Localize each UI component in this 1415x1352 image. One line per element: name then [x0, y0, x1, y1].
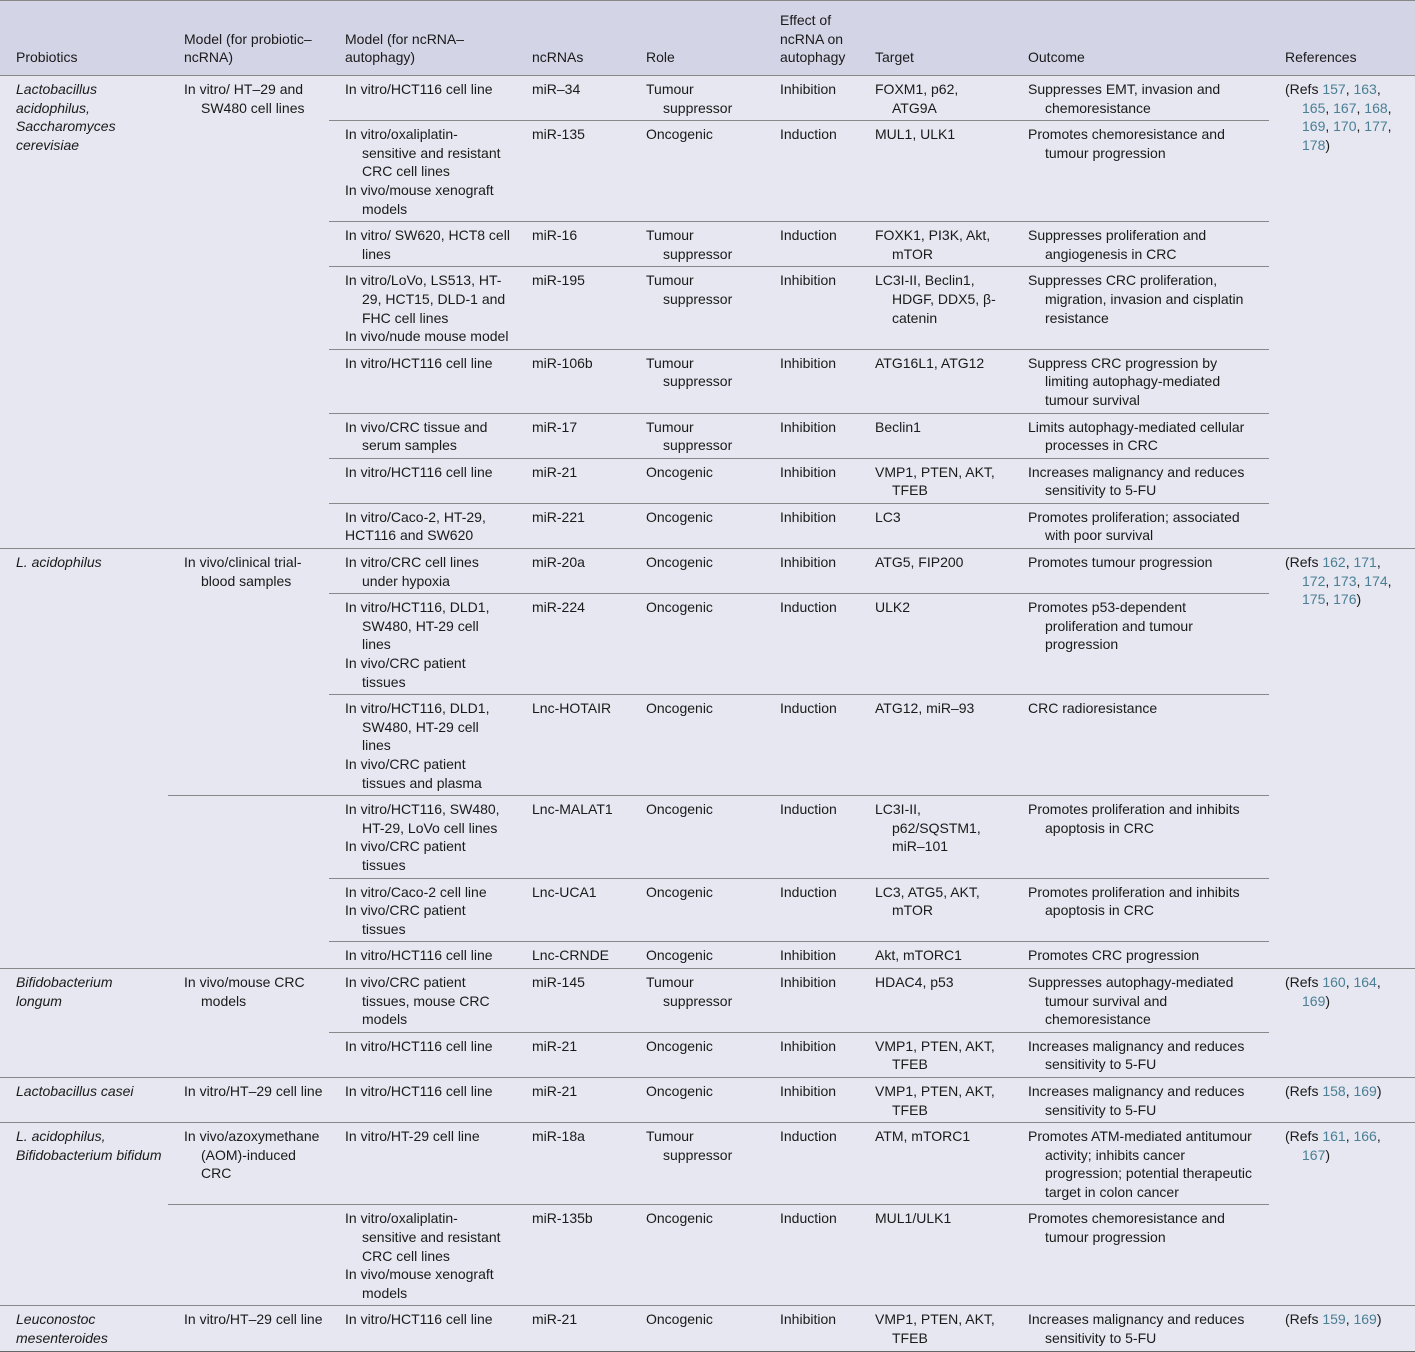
reference-link[interactable]: 169 [1302, 992, 1326, 1009]
reference-link[interactable]: 166 [1353, 1128, 1377, 1145]
target-cell [859, 503, 1012, 548]
target-text: Akt, mTORC1 [875, 947, 962, 964]
header-role: Role [630, 1, 764, 76]
role-cell [630, 349, 764, 413]
role-cell [630, 695, 764, 796]
reference-link[interactable]: 170 [1333, 118, 1357, 135]
model-line: In vitro/CRC cell lines under hypoxia [345, 554, 479, 589]
model-ncrna-autophagy-cell [329, 942, 516, 969]
role-cell [630, 878, 764, 942]
outcome-cell [1012, 1205, 1269, 1306]
outcome-cell [1012, 458, 1269, 503]
model-line: In vivo/CRC patient tissues, mouse CRC models [345, 973, 490, 1028]
references-cell [1269, 549, 1415, 969]
model-ncrna-autophagy-cell [329, 549, 516, 594]
header-references: References [1269, 1, 1415, 76]
role-text: Tumour suppressor [646, 354, 733, 390]
outcome-text: Suppresses proliferation and angiogenesis in CRC [1028, 227, 1207, 262]
role-cell [630, 458, 764, 503]
target-cell [859, 695, 1012, 796]
model-line: In vivo/mouse xenograft models [345, 1266, 494, 1301]
table-row [0, 1205, 1415, 1306]
model-line: In vitro/HCT116 cell line [345, 1311, 493, 1328]
outcome-text: Promotes ATM-mediated antitumour activity; inhibits cancer progression; potential therapeutic target in colon cancer [1028, 1128, 1253, 1200]
outcome-cell [1012, 968, 1269, 1032]
target-text: ATG16L1, ATG12 [875, 354, 985, 371]
role-cell [630, 1205, 764, 1306]
effect-cell: Induction [764, 695, 859, 796]
role-cell [630, 1032, 764, 1077]
table-row [0, 1123, 1415, 1205]
references-text: (Refs 157, 163, 165, 167, 168, 169, 170, 177, 178) [1285, 81, 1392, 153]
ncrna-cell: miR-221 [516, 503, 630, 548]
model-probiotic-text: In vitro/ HT–29 and SW480 cell lines [184, 81, 305, 116]
outcome-text: Increases malignancy and reduces sensitivity to 5-FU [1028, 463, 1245, 499]
ncrna-cell: miR-21 [516, 1077, 630, 1122]
model-line: In vivo/mouse xenograft models [345, 181, 494, 217]
effect-cell: Inhibition [764, 1032, 859, 1077]
reference-link[interactable]: 164 [1353, 973, 1377, 990]
outcome-text: Suppress CRC progression by limiting autophagy-mediated tumour survival [1028, 354, 1221, 408]
role-cell [630, 796, 764, 878]
target-cell [859, 878, 1012, 942]
model-ncrna-autophagy-cell [329, 121, 516, 222]
effect-cell: Inhibition [764, 1077, 859, 1122]
effect-cell: Induction [764, 796, 859, 878]
refs-suffix: ) [1356, 591, 1362, 608]
outcome-text: Promotes proliferation and inhibits apoptosis in CRC [1028, 801, 1240, 836]
reference-link[interactable]: 160 [1322, 973, 1346, 990]
references-text: (Refs 160, 164, 169) [1285, 973, 1381, 1009]
role-text: Tumour suppressor [646, 81, 733, 116]
target-text: FOXM1, p62, ATG9A [875, 81, 959, 116]
effect-cell: Induction [764, 222, 859, 267]
reference-link[interactable]: 174 [1364, 572, 1388, 589]
outcome-text: Promotes chemoresistance and tumour progression [1028, 1210, 1225, 1246]
refs-suffix: ) [1325, 136, 1331, 153]
ncrna-cell: miR-106b [516, 349, 630, 413]
reference-link[interactable]: 178 [1302, 136, 1326, 153]
model-line: In vivo/nude mouse model [345, 328, 509, 345]
table-row [0, 549, 1415, 594]
role-text: Oncogenic [646, 126, 713, 143]
model-line: In vitro/HCT116 cell line [345, 947, 493, 964]
model-ncrna-autophagy-cell [329, 594, 516, 695]
target-cell [859, 942, 1012, 969]
model-ncrna-autophagy-cell [329, 413, 516, 458]
ncrna-cell: Lnc-MALAT1 [516, 796, 630, 878]
model-ncrna-autophagy-cell [329, 878, 516, 942]
reference-link[interactable]: 162 [1322, 554, 1346, 571]
model-probiotic-ncrna-cell [168, 796, 329, 969]
model-probiotic-text: In vitro/HT–29 cell line [184, 1082, 323, 1099]
table-row [0, 1306, 1415, 1351]
ncrna-cell: miR-224 [516, 594, 630, 695]
role-cell [630, 549, 764, 594]
refs-prefix: (Refs [1285, 1128, 1323, 1145]
refs-suffix: ) [1325, 1146, 1331, 1163]
role-cell [630, 594, 764, 695]
reference-link[interactable]: 171 [1353, 554, 1377, 571]
header-model-ncrna-autophagy: Model (for ncRNA–autophagy) [329, 1, 516, 76]
table-row [0, 968, 1415, 1032]
refs-suffix: ) [1376, 1082, 1382, 1099]
outcome-text: Limits autophagy-mediated cellular processes in CRC [1028, 418, 1245, 454]
ncrna-cell: miR–34 [516, 76, 630, 121]
target-text: Beclin1 [875, 418, 921, 435]
model-line: In vitro/Caco-2, HT-29, HCT116 and SW620 [345, 508, 486, 544]
role-text: Tumour suppressor [646, 227, 733, 262]
target-cell [859, 594, 1012, 695]
outcome-cell [1012, 76, 1269, 121]
references-cell [1269, 1123, 1415, 1306]
ncrna-cell: miR-17 [516, 413, 630, 458]
target-text: VMP1, PTEN, AKT, TFEB [875, 463, 995, 499]
ncrna-cell: miR-195 [516, 267, 630, 349]
model-ncrna-autophagy-cell [329, 796, 516, 878]
model-line: In vitro/HCT116, DLD1, SW480, HT-29 cell lines [345, 599, 490, 653]
outcome-cell [1012, 796, 1269, 878]
refs-prefix: (Refs [1285, 1082, 1323, 1099]
effect-cell: Inhibition [764, 76, 859, 121]
target-cell [859, 1306, 1012, 1351]
model-ncrna-autophagy-cell [329, 1306, 516, 1351]
reference-link[interactable]: 167 [1333, 99, 1357, 116]
reference-link[interactable]: 167 [1302, 1146, 1326, 1163]
ncrna-cell: miR-21 [516, 1032, 630, 1077]
target-text: ATG5, FIP200 [875, 554, 964, 571]
effect-cell: Inhibition [764, 458, 859, 503]
outcome-cell [1012, 594, 1269, 695]
outcome-text: Promotes p53-dependent proliferation and tumour progression [1028, 599, 1193, 653]
effect-cell: Induction [764, 878, 859, 942]
reference-link[interactable]: 173 [1333, 572, 1357, 589]
probiotic-cell: Bifidobacterium longum [0, 968, 168, 1077]
reference-link[interactable]: 177 [1364, 118, 1388, 135]
role-text: Oncogenic [646, 508, 713, 525]
refs-suffix: ) [1376, 1311, 1382, 1328]
references-text: (Refs 158, 169) [1285, 1082, 1382, 1099]
probiotic-cell: L. acidophilus, Bifidobacterium bifidum [0, 1123, 168, 1306]
target-cell [859, 267, 1012, 349]
model-ncrna-autophagy-cell [329, 76, 516, 121]
outcome-text: Promotes proliferation and inhibits apoptosis in CRC [1028, 883, 1240, 919]
reference-link[interactable]: 169 [1353, 1311, 1377, 1328]
outcome-cell [1012, 349, 1269, 413]
ncrna-cell: miR-135b [516, 1205, 630, 1306]
model-probiotic-ncrna-cell [168, 549, 329, 796]
role-text: Oncogenic [646, 801, 713, 818]
outcome-text: Promotes chemoresistance and tumour progression [1028, 126, 1225, 161]
target-text: MUL1/ULK1 [875, 1210, 952, 1227]
header-ncrnas: ncRNAs [516, 1, 630, 76]
role-cell [630, 942, 764, 969]
model-line: In vitro/Caco-2 cell line [345, 883, 487, 900]
effect-cell: Induction [764, 1123, 859, 1205]
role-cell [630, 267, 764, 349]
outcome-cell [1012, 549, 1269, 594]
reference-link[interactable]: 169 [1302, 118, 1326, 135]
role-text: Tumour suppressor [646, 973, 733, 1009]
outcome-cell [1012, 121, 1269, 222]
outcome-cell [1012, 1123, 1269, 1205]
target-cell [859, 458, 1012, 503]
refs-prefix: (Refs [1285, 81, 1323, 97]
model-line: In vitro/oxaliplatin-sensitive and resistant CRC cell lines [345, 1210, 501, 1264]
model-line: In vitro/HT-29 cell line [345, 1128, 480, 1145]
model-probiotic-ncrna-cell [168, 1205, 329, 1306]
model-line: In vivo/CRC patient tissues [345, 655, 466, 690]
role-text: Oncogenic [646, 883, 713, 900]
refs-suffix: ) [1325, 992, 1331, 1009]
ncrna-cell: miR-135 [516, 121, 630, 222]
role-text: Oncogenic [646, 1037, 713, 1054]
reference-link[interactable]: 165 [1302, 99, 1326, 116]
outcome-cell [1012, 222, 1269, 267]
role-text: Tumour suppressor [646, 1128, 733, 1163]
ncrna-cell: miR-21 [516, 458, 630, 503]
reference-link[interactable]: 176 [1333, 591, 1357, 608]
model-probiotic-ncrna-cell [168, 1306, 329, 1351]
refs-prefix: (Refs [1285, 554, 1323, 571]
target-text: MUL1, ULK1 [875, 126, 956, 143]
references-text: (Refs 159, 169) [1285, 1311, 1382, 1328]
model-line: In vivo/CRC patient tissues [345, 902, 466, 937]
reference-link[interactable]: 158 [1322, 1082, 1346, 1099]
role-cell [630, 76, 764, 121]
header-model-probiotic-ncrna: Model (for probiotic–ncRNA) [168, 1, 329, 76]
effect-cell: Inhibition [764, 267, 859, 349]
target-text: ULK2 [875, 599, 911, 616]
role-cell [630, 1077, 764, 1122]
reference-link[interactable]: 168 [1364, 99, 1388, 116]
outcome-text: Increases malignancy and reduces sensitivity to 5-FU [1028, 1037, 1245, 1073]
effect-cell: Inhibition [764, 968, 859, 1032]
model-line: In vitro/LoVo, LS513, HT-29, HCT15, DLD-1 and FHC cell lines [345, 272, 506, 326]
outcome-text: Suppresses autophagy-mediated tumour survival and chemoresistance [1028, 973, 1234, 1028]
model-ncrna-autophagy-cell [329, 458, 516, 503]
target-cell [859, 1205, 1012, 1306]
model-ncrna-autophagy-cell [329, 695, 516, 796]
model-ncrna-autophagy-cell [329, 349, 516, 413]
outcome-cell [1012, 413, 1269, 458]
model-probiotic-ncrna-cell [168, 968, 329, 1077]
model-line: In vitro/ SW620, HCT8 cell lines [345, 227, 510, 262]
effect-cell: Induction [764, 1205, 859, 1306]
model-line: In vitro/HCT116 cell line [345, 1037, 493, 1054]
target-text: VMP1, PTEN, AKT, TFEB [875, 1082, 995, 1118]
outcome-text: Promotes tumour progression [1028, 554, 1213, 571]
target-text: LC3, ATG5, AKT, mTOR [875, 883, 980, 919]
model-ncrna-autophagy-cell [329, 1205, 516, 1306]
role-text: Tumour suppressor [646, 418, 733, 454]
target-cell [859, 796, 1012, 878]
target-text: LC3I-II, Beclin1, HDGF, DDX5, β-catenin [875, 272, 996, 326]
target-text: FOXK1, PI3K, Akt, mTOR [875, 227, 991, 262]
target-text: ATM, mTORC1 [875, 1128, 971, 1145]
model-line: In vitro/HCT116 cell line [345, 354, 493, 371]
effect-cell: Inhibition [764, 1306, 859, 1351]
model-ncrna-autophagy-cell [329, 1032, 516, 1077]
role-text: Oncogenic [646, 554, 713, 571]
target-text: LC3I-II, p62/SQSTM1, miR–101 [875, 801, 981, 855]
header-probiotics: Probiotics [0, 1, 168, 76]
ncrna-cell: miR-20a [516, 549, 630, 594]
model-ncrna-autophagy-cell [329, 267, 516, 349]
header-effect: Effect of ncRNA on autophagy [764, 1, 859, 76]
model-line: In vivo/CRC patient tissues and plasma [345, 756, 482, 791]
target-cell [859, 549, 1012, 594]
role-text: Oncogenic [646, 1210, 713, 1227]
model-line: In vitro/HCT116 cell line [345, 81, 493, 97]
target-cell [859, 1123, 1012, 1205]
outcome-cell [1012, 503, 1269, 548]
outcome-text: Promotes proliferation; associated with poor survival [1028, 508, 1240, 544]
outcome-cell [1012, 1032, 1269, 1077]
outcome-cell [1012, 1306, 1269, 1351]
target-cell [859, 349, 1012, 413]
ncrna-cell: Lnc-HOTAIR [516, 695, 630, 796]
reference-link[interactable]: 169 [1353, 1082, 1377, 1099]
references-cell [1269, 1306, 1415, 1351]
effect-cell: Inhibition [764, 349, 859, 413]
probiotic-cell: L. acidophilus [0, 549, 168, 969]
outcome-cell [1012, 942, 1269, 969]
outcome-text: Increases malignancy and reduces sensitivity to 5-FU [1028, 1311, 1245, 1347]
role-cell [630, 1306, 764, 1351]
table-row [0, 76, 1415, 121]
role-cell [630, 968, 764, 1032]
reference-link[interactable]: 163 [1353, 81, 1377, 97]
model-line: In vitro/HCT116 cell line [345, 463, 493, 480]
model-line: In vivo/CRC patient tissues [345, 838, 466, 873]
references-cell [1269, 76, 1415, 549]
target-text: VMP1, PTEN, AKT, TFEB [875, 1311, 995, 1347]
model-line: In vitro/HCT116, DLD1, SW480, HT-29 cell lines [345, 700, 490, 754]
target-cell [859, 222, 1012, 267]
outcome-cell [1012, 267, 1269, 349]
target-cell [859, 76, 1012, 121]
table-row [0, 1077, 1415, 1122]
target-text: VMP1, PTEN, AKT, TFEB [875, 1037, 995, 1073]
outcome-cell [1012, 1077, 1269, 1122]
model-ncrna-autophagy-cell [329, 503, 516, 548]
ncrna-cell: miR-18a [516, 1123, 630, 1205]
effect-cell: Inhibition [764, 549, 859, 594]
model-probiotic-text: In vivo/mouse CRC models [184, 973, 305, 1009]
effect-cell: Inhibition [764, 942, 859, 969]
refs-prefix: (Refs [1285, 973, 1323, 990]
target-cell [859, 413, 1012, 458]
ncrna-cell: Lnc-CRNDE [516, 942, 630, 969]
refs-prefix: (Refs [1285, 1311, 1323, 1328]
model-ncrna-autophagy-cell [329, 1077, 516, 1122]
model-probiotic-text: In vitro/HT–29 cell line [184, 1311, 323, 1328]
ncrna-cell: Lnc-UCA1 [516, 878, 630, 942]
effect-cell: Induction [764, 594, 859, 695]
target-cell [859, 968, 1012, 1032]
references-text: (Refs 161, 166, 167) [1285, 1128, 1381, 1163]
target-cell [859, 1077, 1012, 1122]
outcome-cell [1012, 878, 1269, 942]
reference-link[interactable]: 159 [1322, 1311, 1346, 1328]
model-probiotic-text: In vivo/azoxymethane (AOM)-induced CRC [184, 1128, 320, 1182]
reference-link[interactable]: 175 [1302, 591, 1326, 608]
reference-link[interactable]: 157 [1322, 81, 1346, 97]
header-target: Target [859, 1, 1012, 76]
table-header [0, 1, 1415, 76]
probiotic-cell: Lactobacillus casei [0, 1077, 168, 1122]
target-text: LC3 [875, 508, 901, 525]
outcome-cell [1012, 695, 1269, 796]
target-cell [859, 1032, 1012, 1077]
ncrna-cell: miR-145 [516, 968, 630, 1032]
role-text: Oncogenic [646, 947, 713, 964]
model-probiotic-text: In vivo/clinical trial-blood samples [184, 554, 302, 589]
target-text: ATG12, miR–93 [875, 700, 975, 717]
references-cell [1269, 968, 1415, 1077]
probiotic-cell: Leuconostoc mesenteroides [0, 1306, 168, 1351]
effect-cell: Induction [764, 121, 859, 222]
role-text: Oncogenic [646, 1082, 713, 1099]
table-row [0, 796, 1415, 878]
model-ncrna-autophagy-cell [329, 222, 516, 267]
model-line: In vitro/HCT116 cell line [345, 1082, 493, 1099]
references-cell [1269, 1077, 1415, 1122]
reference-link[interactable]: 172 [1302, 572, 1326, 589]
role-text: Oncogenic [646, 463, 713, 480]
role-cell [630, 1123, 764, 1205]
model-ncrna-autophagy-cell [329, 968, 516, 1032]
model-probiotic-ncrna-cell [168, 76, 329, 549]
role-cell [630, 121, 764, 222]
model-probiotic-ncrna-cell [168, 1123, 329, 1205]
ncrna-cell: miR-21 [516, 1306, 630, 1351]
model-ncrna-autophagy-cell [329, 1123, 516, 1205]
role-text: Oncogenic [646, 1311, 713, 1328]
table-body [0, 76, 1415, 1352]
references-text: (Refs 162, 171, 172, 173, 174, 175, 176) [1285, 554, 1392, 608]
model-probiotic-ncrna-cell [168, 1077, 329, 1122]
role-text: Oncogenic [646, 599, 713, 616]
header-outcome: Outcome [1012, 1, 1269, 76]
target-text: HDAC4, p53 [875, 973, 954, 990]
probiotic-cell: Lactobacillus acidophilus, Saccharomyces cerevisiae [0, 76, 168, 549]
model-line: In vitro/oxaliplatin-sensitive and resistant CRC cell lines [345, 126, 501, 180]
role-text: Tumour suppressor [646, 272, 733, 307]
outcome-text: Suppresses CRC proliferation, migration, invasion and cisplatin resistance [1028, 272, 1244, 326]
ncrna-cell: miR-16 [516, 222, 630, 267]
role-cell [630, 413, 764, 458]
outcome-text: Increases malignancy and reduces sensitivity to 5-FU [1028, 1082, 1245, 1118]
outcome-text: Suppresses EMT, invasion and chemoresistance [1028, 81, 1221, 116]
role-cell [630, 222, 764, 267]
role-cell [630, 503, 764, 548]
model-line: In vivo/CRC tissue and serum samples [345, 418, 488, 454]
model-line: In vitro/HCT116, SW480, HT-29, LoVo cell lines [345, 801, 500, 836]
outcome-text: CRC radioresistance [1028, 700, 1158, 717]
target-cell [859, 121, 1012, 222]
reference-link[interactable]: 161 [1322, 1128, 1346, 1145]
effect-cell: Inhibition [764, 413, 859, 458]
effect-cell: Inhibition [764, 503, 859, 548]
role-text: Oncogenic [646, 700, 713, 717]
outcome-text: Promotes CRC progression [1028, 947, 1200, 964]
